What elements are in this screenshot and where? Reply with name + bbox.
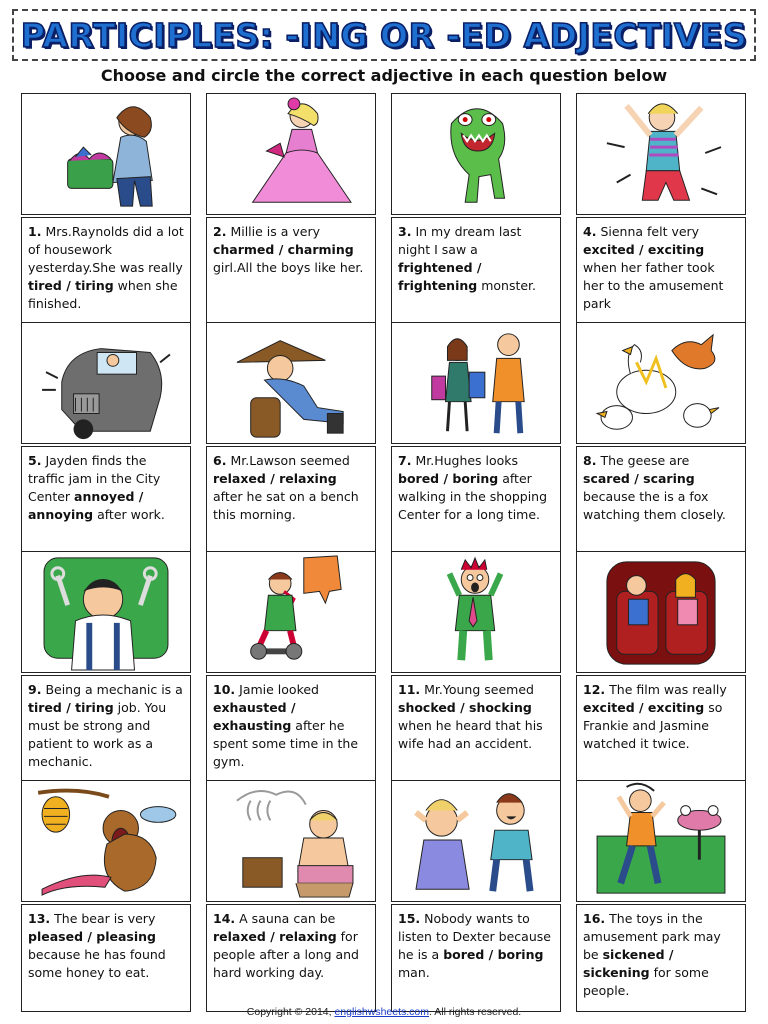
talking-men-icon [391, 780, 561, 902]
footer-suffix: . All rights reserved. [429, 1006, 522, 1018]
answer-options[interactable]: excited / exciting [583, 700, 705, 715]
shocked-man-icon [391, 551, 561, 673]
question-number: 11. [398, 682, 421, 697]
page-title: PARTICIPLES: -ING OR -ED ADJECTIVES [20, 15, 748, 55]
monster-icon [391, 93, 561, 215]
question-ending: job. You must be strong and patient to work as a mechanic. [28, 700, 167, 769]
question-ending: because he has found some honey to eat. [28, 947, 166, 980]
answer-options[interactable]: relaxed / relaxing [213, 929, 337, 944]
geese-fox-icon [576, 322, 746, 444]
question-stem: Mrs.Raynolds did a lot of housework yesterday.She was really [28, 224, 184, 275]
car-driver-icon [21, 322, 191, 444]
question-ending: because the is a fox watching them closely. [583, 489, 726, 522]
question-ending: after he spent some time in the gym. [213, 718, 359, 769]
question-ending: man. [398, 965, 430, 980]
dizzy-man-icon [576, 780, 746, 902]
answer-options[interactable]: relaxed / relaxing [213, 471, 337, 486]
answer-options[interactable]: scared / scaring [583, 471, 695, 486]
question-stem: The film was really [609, 682, 727, 697]
gym-man-icon [206, 551, 376, 673]
sauna-man-icon [206, 780, 376, 902]
answer-options[interactable]: annoyed / annoying [28, 489, 144, 522]
title-banner [12, 9, 756, 61]
question-text [206, 904, 376, 1012]
question-text [391, 675, 561, 783]
question-text [391, 217, 561, 325]
jumping-girl-icon [576, 93, 746, 215]
question-number: 7. [398, 453, 412, 468]
question-text [21, 675, 191, 783]
answer-options[interactable]: frightened / frightening [398, 260, 482, 293]
question-ending: after work. [93, 507, 165, 522]
question-text [391, 446, 561, 554]
question-ending: so Frankie and Jasmine watched it twice. [583, 700, 723, 751]
question-number: 8. [583, 453, 597, 468]
question-text [21, 446, 191, 554]
question-text [206, 217, 376, 325]
question-text [21, 904, 191, 1012]
answer-options[interactable]: shocked / shocking [398, 700, 532, 715]
question-number: 6. [213, 453, 227, 468]
question-text [391, 904, 561, 1012]
shopping-couple-icon [391, 322, 561, 444]
question-stem: Mr.Young seemed [424, 682, 534, 697]
question-number: 9. [28, 682, 42, 697]
answer-options[interactable]: tired / tiring [28, 700, 114, 715]
answer-options[interactable]: exhausted / exhausting [213, 700, 296, 733]
question-ending: girl.All the boys like her. [213, 260, 364, 275]
question-stem: Being a mechanic is a [45, 682, 183, 697]
question-number: 5. [28, 453, 42, 468]
question-text [576, 446, 746, 554]
question-number: 2. [213, 224, 227, 239]
question-text [206, 675, 376, 783]
question-number: 3. [398, 224, 412, 239]
question-stem: Nobody wants to listen to Dexter because he is a [398, 911, 551, 962]
question-stem: The toys in the amusement park may be [583, 911, 721, 962]
girl-dress-icon [206, 93, 376, 215]
question-stem: Millie is a very [230, 224, 320, 239]
question-text [576, 217, 746, 325]
cinema-couple-icon [576, 551, 746, 673]
bear-honey-icon [21, 780, 191, 902]
question-ending: after he sat on a bench this morning. [213, 489, 359, 522]
question-ending: after walking in the shopping Center for a long time. [398, 471, 548, 522]
question-ending: when she finished. [28, 278, 178, 311]
question-text [206, 446, 376, 554]
question-number: 13. [28, 911, 51, 926]
answer-options[interactable]: charmed / charming [213, 242, 354, 257]
question-number: 15. [398, 911, 421, 926]
woman-laundry-icon [21, 93, 191, 215]
question-number: 12. [583, 682, 606, 697]
footer-prefix: Copyright © 2014, [246, 1006, 335, 1018]
man-resting-icon [206, 322, 376, 444]
mechanic-icon [21, 551, 191, 673]
question-stem: Mr.Lawson seemed [230, 453, 350, 468]
question-stem: Sienna felt very [600, 224, 700, 239]
question-ending: monster. [477, 278, 537, 293]
question-text [21, 217, 191, 325]
question-stem: The geese are [600, 453, 690, 468]
question-ending: for people after a long and hard working day. [213, 929, 359, 980]
answer-options[interactable]: bored / boring [398, 471, 499, 486]
answer-options[interactable]: sickened / sickening [583, 947, 674, 980]
question-text [576, 904, 746, 1012]
question-stem: Jayden finds the traffic jam in the City Center [28, 453, 161, 504]
question-number: 14. [213, 911, 236, 926]
footer-link[interactable]: englishwsheets.com [334, 1006, 430, 1018]
question-number: 1. [28, 224, 42, 239]
question-ending: for some people. [583, 965, 709, 998]
instructions: Choose and circle the correct adjective in each question below [100, 66, 668, 85]
question-ending: when he heard that his wife had an accident. [398, 718, 543, 751]
question-stem: A sauna can be [239, 911, 336, 926]
answer-options[interactable]: tired / tiring [28, 278, 114, 293]
question-number: 16. [583, 911, 606, 926]
footer [0, 1006, 768, 1018]
answer-options[interactable]: pleased / pleasing [28, 929, 156, 944]
answer-options[interactable]: bored / boring [443, 947, 544, 962]
question-ending: when her father took her to the amusement park [583, 260, 724, 311]
answer-options[interactable]: excited / exciting [583, 242, 705, 257]
question-text [576, 675, 746, 783]
question-number: 4. [583, 224, 597, 239]
question-stem: The bear is very [54, 911, 156, 926]
question-stem: Mr.Hughes looks [415, 453, 519, 468]
question-number: 10. [213, 682, 236, 697]
question-stem: Jamie looked [239, 682, 319, 697]
question-stem: In my dream last night I saw a [398, 224, 522, 257]
